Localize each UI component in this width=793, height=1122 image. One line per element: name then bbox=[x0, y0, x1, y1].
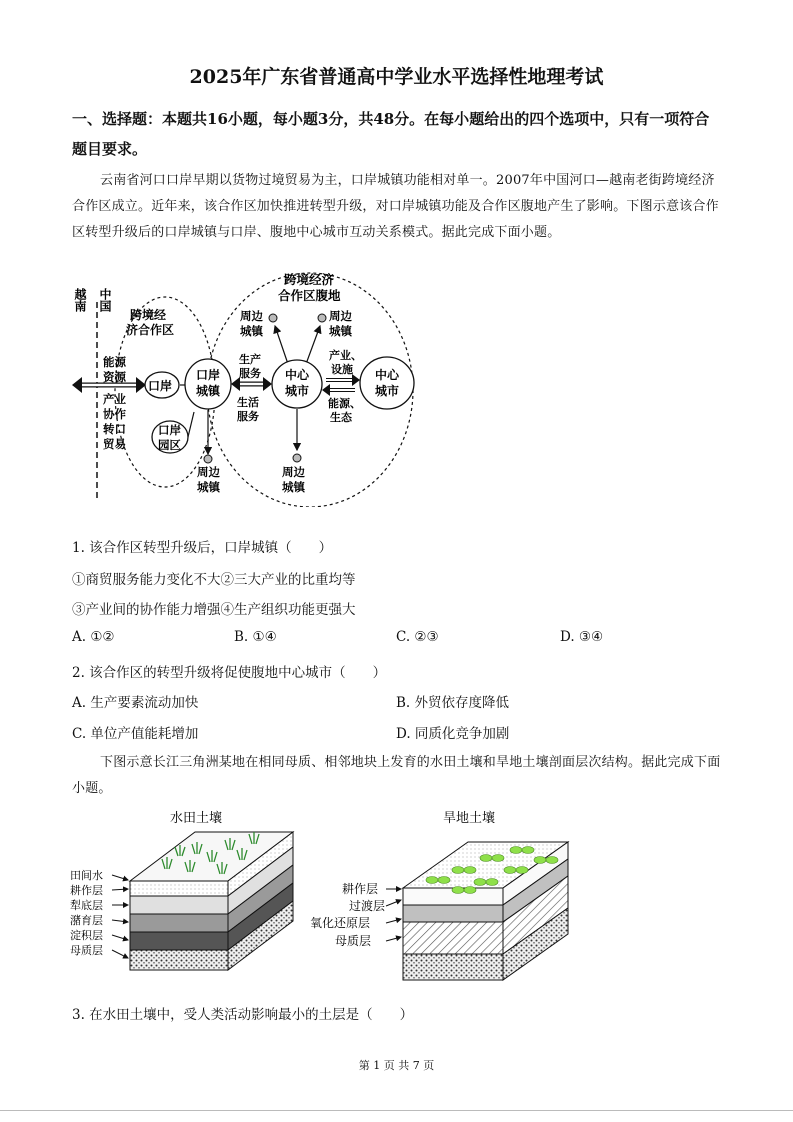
surround-town-bottom2-2: 城镇 bbox=[282, 480, 305, 494]
q1-stem: 1. 该合作区转型升级后，口岸城镇（ ） bbox=[72, 540, 333, 556]
surround-town-left-1: 周边 bbox=[240, 309, 263, 323]
industry-label-1: 产业 bbox=[103, 392, 126, 406]
dry-layer-labels bbox=[310, 881, 385, 948]
eco-label-2: 生态 bbox=[330, 411, 352, 424]
dry-layer-tillage: 耕作层 bbox=[342, 882, 379, 896]
passage-1: 云南省河口口岸早期以货物过境贸易为主，口岸城镇功能相对单一。2007年中国河口—越南老街跨境经济合作区成立。近年来，该合作区加快推进转型升级，对口岸城镇功能及合作区腹地产生了影响。下图示意该合作区转型升级后的口岸城镇与口岸、腹地中心城市互动关系模式。据此完成下面小题。 bbox=[72, 173, 719, 240]
paddy-layer-gleyic: 潴育层 bbox=[70, 914, 103, 927]
production-label-1: 生产 bbox=[239, 353, 261, 366]
port-town-label-1: 口岸 bbox=[196, 368, 221, 382]
q2-option-c: C. 单位产值能耗增加 bbox=[72, 726, 199, 742]
q2-option-b: B. 外贸依存度降低 bbox=[396, 695, 510, 711]
outer-center-label-1: 中心 bbox=[375, 368, 400, 382]
page-bottom-rule bbox=[0, 1110, 793, 1111]
surround-town-bottom2-1: 周边 bbox=[282, 465, 305, 479]
section-heading: 一、选择题：本题共16小题，每小题3分，共48分。在每小题给出的四个选项中，只有一项符合题目要求。 bbox=[72, 110, 710, 158]
q3-stem: 3. 在水田土壤中，受人类活动影响最小的土层是（ ） bbox=[72, 1007, 414, 1023]
page-footer: 第 1 页 共 7 页 bbox=[358, 1059, 435, 1072]
surround-town-right-2: 城镇 bbox=[329, 324, 352, 338]
surround-town-left-2: 城镇 bbox=[240, 324, 263, 338]
surround-town-bottom-1: 周边 bbox=[197, 465, 220, 479]
q1-option-b: B. ①④ bbox=[234, 629, 277, 645]
facility-label-2: 设施 bbox=[331, 363, 353, 376]
eco-label-1: 能源、 bbox=[328, 397, 361, 410]
zone-label-1: 跨境经 bbox=[130, 308, 167, 322]
dry-layer-redox: 氧化还原层 bbox=[310, 916, 371, 930]
port-town-label-2: 城镇 bbox=[196, 384, 221, 398]
paddy-layer-labels bbox=[70, 868, 103, 957]
q1-statement-1: ①商贸服务能力变化不大②三大产业的比重均等 bbox=[72, 572, 356, 588]
dry-soil-title: 旱地土壤 bbox=[443, 811, 496, 826]
port-park-label-1: 口岸 bbox=[158, 423, 181, 437]
page-title: 2025年广东省普通高中学业水平选择性地理考试 bbox=[189, 66, 604, 88]
paddy-soil-title: 水田土壤 bbox=[170, 811, 223, 826]
surround-town-right-1: 周边 bbox=[329, 309, 352, 323]
q1-option-d: D. ③④ bbox=[560, 629, 604, 645]
hinterland-label-1: 跨境经济 bbox=[284, 272, 335, 287]
q2-option-a: A. 生产要素流动加快 bbox=[72, 695, 199, 711]
dry-layer-parent: 母质层 bbox=[335, 934, 372, 948]
energy-label-2: 资源 bbox=[103, 370, 126, 384]
q2-stem: 2. 该合作区的转型升级将促使腹地中心城市（ ） bbox=[72, 665, 387, 681]
industry-label-2: 协作 bbox=[103, 407, 126, 421]
q1-option-a: A. ①② bbox=[72, 629, 115, 645]
label-china-1: 中国 bbox=[98, 288, 112, 312]
label-vietnam-1: 越南 bbox=[73, 288, 87, 312]
paddy-layer-illuvial: 淀积层 bbox=[70, 929, 103, 942]
outer-center-city-node bbox=[360, 357, 414, 409]
q2-option-d: D. 同质化竞争加剧 bbox=[396, 726, 510, 742]
paddy-soil-block bbox=[130, 832, 293, 970]
transit-label-1: 转口 bbox=[103, 422, 126, 436]
living-label-2: 服务 bbox=[237, 410, 259, 423]
paddy-layer-water: 田间水 bbox=[70, 869, 103, 882]
paddy-layer-plowpan: 犁底层 bbox=[70, 899, 103, 912]
hinterland-label-2: 合作区腹地 bbox=[278, 288, 341, 303]
port-label: 口岸 bbox=[148, 379, 173, 393]
port-park-label-2: 园区 bbox=[158, 438, 181, 452]
soil-profile-diagram bbox=[70, 804, 590, 999]
center-city-label-1: 中心 bbox=[285, 368, 310, 382]
q1-statement-2: ③产业间的协作能力增强④生产组织功能更强大 bbox=[72, 602, 356, 618]
paddy-layer-tillage: 耕作层 bbox=[70, 884, 103, 897]
transit-label-2: 贸易 bbox=[103, 437, 126, 451]
paddy-layer-parent: 母质层 bbox=[70, 944, 103, 957]
energy-label-1: 能源 bbox=[103, 355, 126, 369]
facility-label-1: 产业、 bbox=[329, 349, 362, 362]
port-town-interaction-diagram bbox=[70, 262, 430, 507]
passage-2: 下图示意长江三角洲某地在相同母质、相邻地块上发育的水田土壤和旱地土壤剖面层次结构。据此完成下面小题。 bbox=[72, 755, 721, 796]
production-label-2: 服务 bbox=[239, 367, 261, 380]
surround-town-bottom-2: 城镇 bbox=[197, 480, 220, 494]
outer-center-label-2: 城市 bbox=[375, 384, 400, 398]
dry-layer-transition: 过渡层 bbox=[349, 899, 386, 913]
dry-soil-block bbox=[403, 842, 568, 980]
q1-option-c: C. ②③ bbox=[396, 629, 439, 645]
center-city-label-2: 城市 bbox=[285, 384, 310, 398]
living-label-1: 生活 bbox=[237, 396, 259, 409]
zone-label-2: 济合作区 bbox=[126, 323, 175, 337]
